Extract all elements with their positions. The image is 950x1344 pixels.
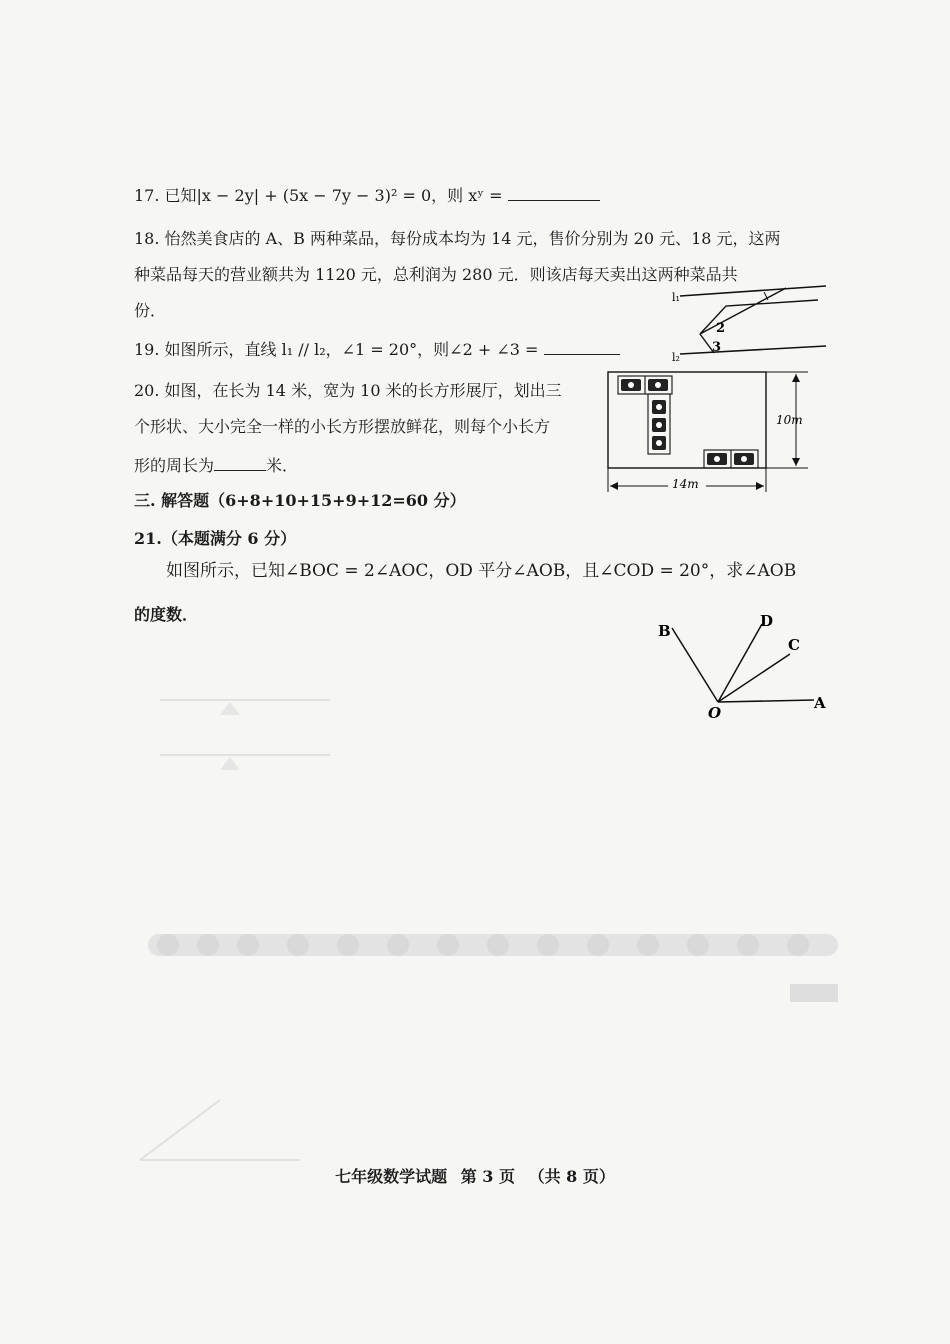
question-17: [134, 184, 600, 207]
ray-OC: [718, 654, 790, 702]
question-20-line-3-a: 形的周长为: [134, 456, 215, 475]
line-l2: [680, 346, 826, 354]
question-18-line-2: 种菜品每天的营业额共为 1120 元，总利润为 280 元．则该店每天卖出这两种菜品共: [134, 265, 738, 284]
point-O-label: O: [708, 704, 722, 722]
point-C-label: C: [788, 636, 800, 654]
answer-blank-20[interactable]: [214, 454, 266, 471]
question-18-line-1: 18. 怡然美食店的 A、B 两种菜品，每份成本均为 14 元，售价分别为 20 元、18 元，这两: [134, 229, 781, 248]
question-17-text: 17. 已知|x − 2y| + (5x − 7y − 3)² = 0，则 xʸ =: [134, 186, 503, 205]
question-20-line-3: [134, 454, 298, 477]
question-18-line-3-text: 份．: [134, 301, 167, 320]
question-20-line-1: 20. 如图，在长为 14 米，宽为 10 米的长方形展厅，划出三: [134, 381, 562, 400]
figure-21: [650, 610, 840, 726]
bleed-through-number-band: [148, 928, 838, 962]
ray-OD: [718, 624, 762, 702]
bleed-through-sketch-left: [140, 660, 340, 784]
ray-OA: [718, 700, 814, 702]
figure-19: [668, 282, 833, 370]
angle-3-label: 3: [712, 340, 722, 355]
height-label: 10m: [776, 413, 803, 427]
footer-total: （共 8 页）: [528, 1167, 615, 1186]
line-l1: [680, 286, 826, 296]
label-l2: l₂: [672, 351, 680, 364]
width-label: 14m: [672, 477, 699, 491]
question-19-text: 19. 如图所示，直线 l₁ // l₂，∠1 = 20°，则∠2 + ∠3 =: [134, 340, 539, 359]
label-l1: l₁: [672, 291, 680, 304]
ray-OB: [672, 628, 718, 702]
question-18-line-3: [134, 300, 166, 322]
angle-2-label: 2: [716, 321, 726, 336]
question-20-line-3-b: 米．: [266, 456, 299, 475]
point-D-label: D: [760, 612, 774, 630]
question-21-title: 21.（本题满分 6 分）: [134, 529, 297, 548]
question-21-line-2: 的度数．: [134, 605, 199, 624]
question-19: [134, 338, 620, 361]
answer-blank-19[interactable]: [544, 338, 620, 355]
question-20-line-2: 个形状、大小完全一样的小长方形摆放鲜花，则每个小长方: [134, 417, 551, 436]
page-footer: [0, 1164, 950, 1187]
point-B-label: B: [658, 622, 671, 640]
bleed-through-triangle: [130, 1090, 310, 1174]
question-21-line-1: 如图所示，已知∠BOC = 2∠AOC，OD 平分∠AOB，且∠COD = 20°，求∠AOB: [166, 561, 797, 581]
section-3-title: 三. 解答题（6+8+10+15+9+12=60 分）: [134, 491, 466, 510]
bleed-through-band-2: [790, 982, 840, 1008]
footer-page: 第 3 页: [460, 1167, 515, 1186]
footer-title: 七年级数学试题: [335, 1167, 448, 1186]
point-A-label: A: [814, 694, 826, 712]
answer-blank-17[interactable]: [508, 184, 600, 201]
figure-20: [600, 364, 830, 502]
